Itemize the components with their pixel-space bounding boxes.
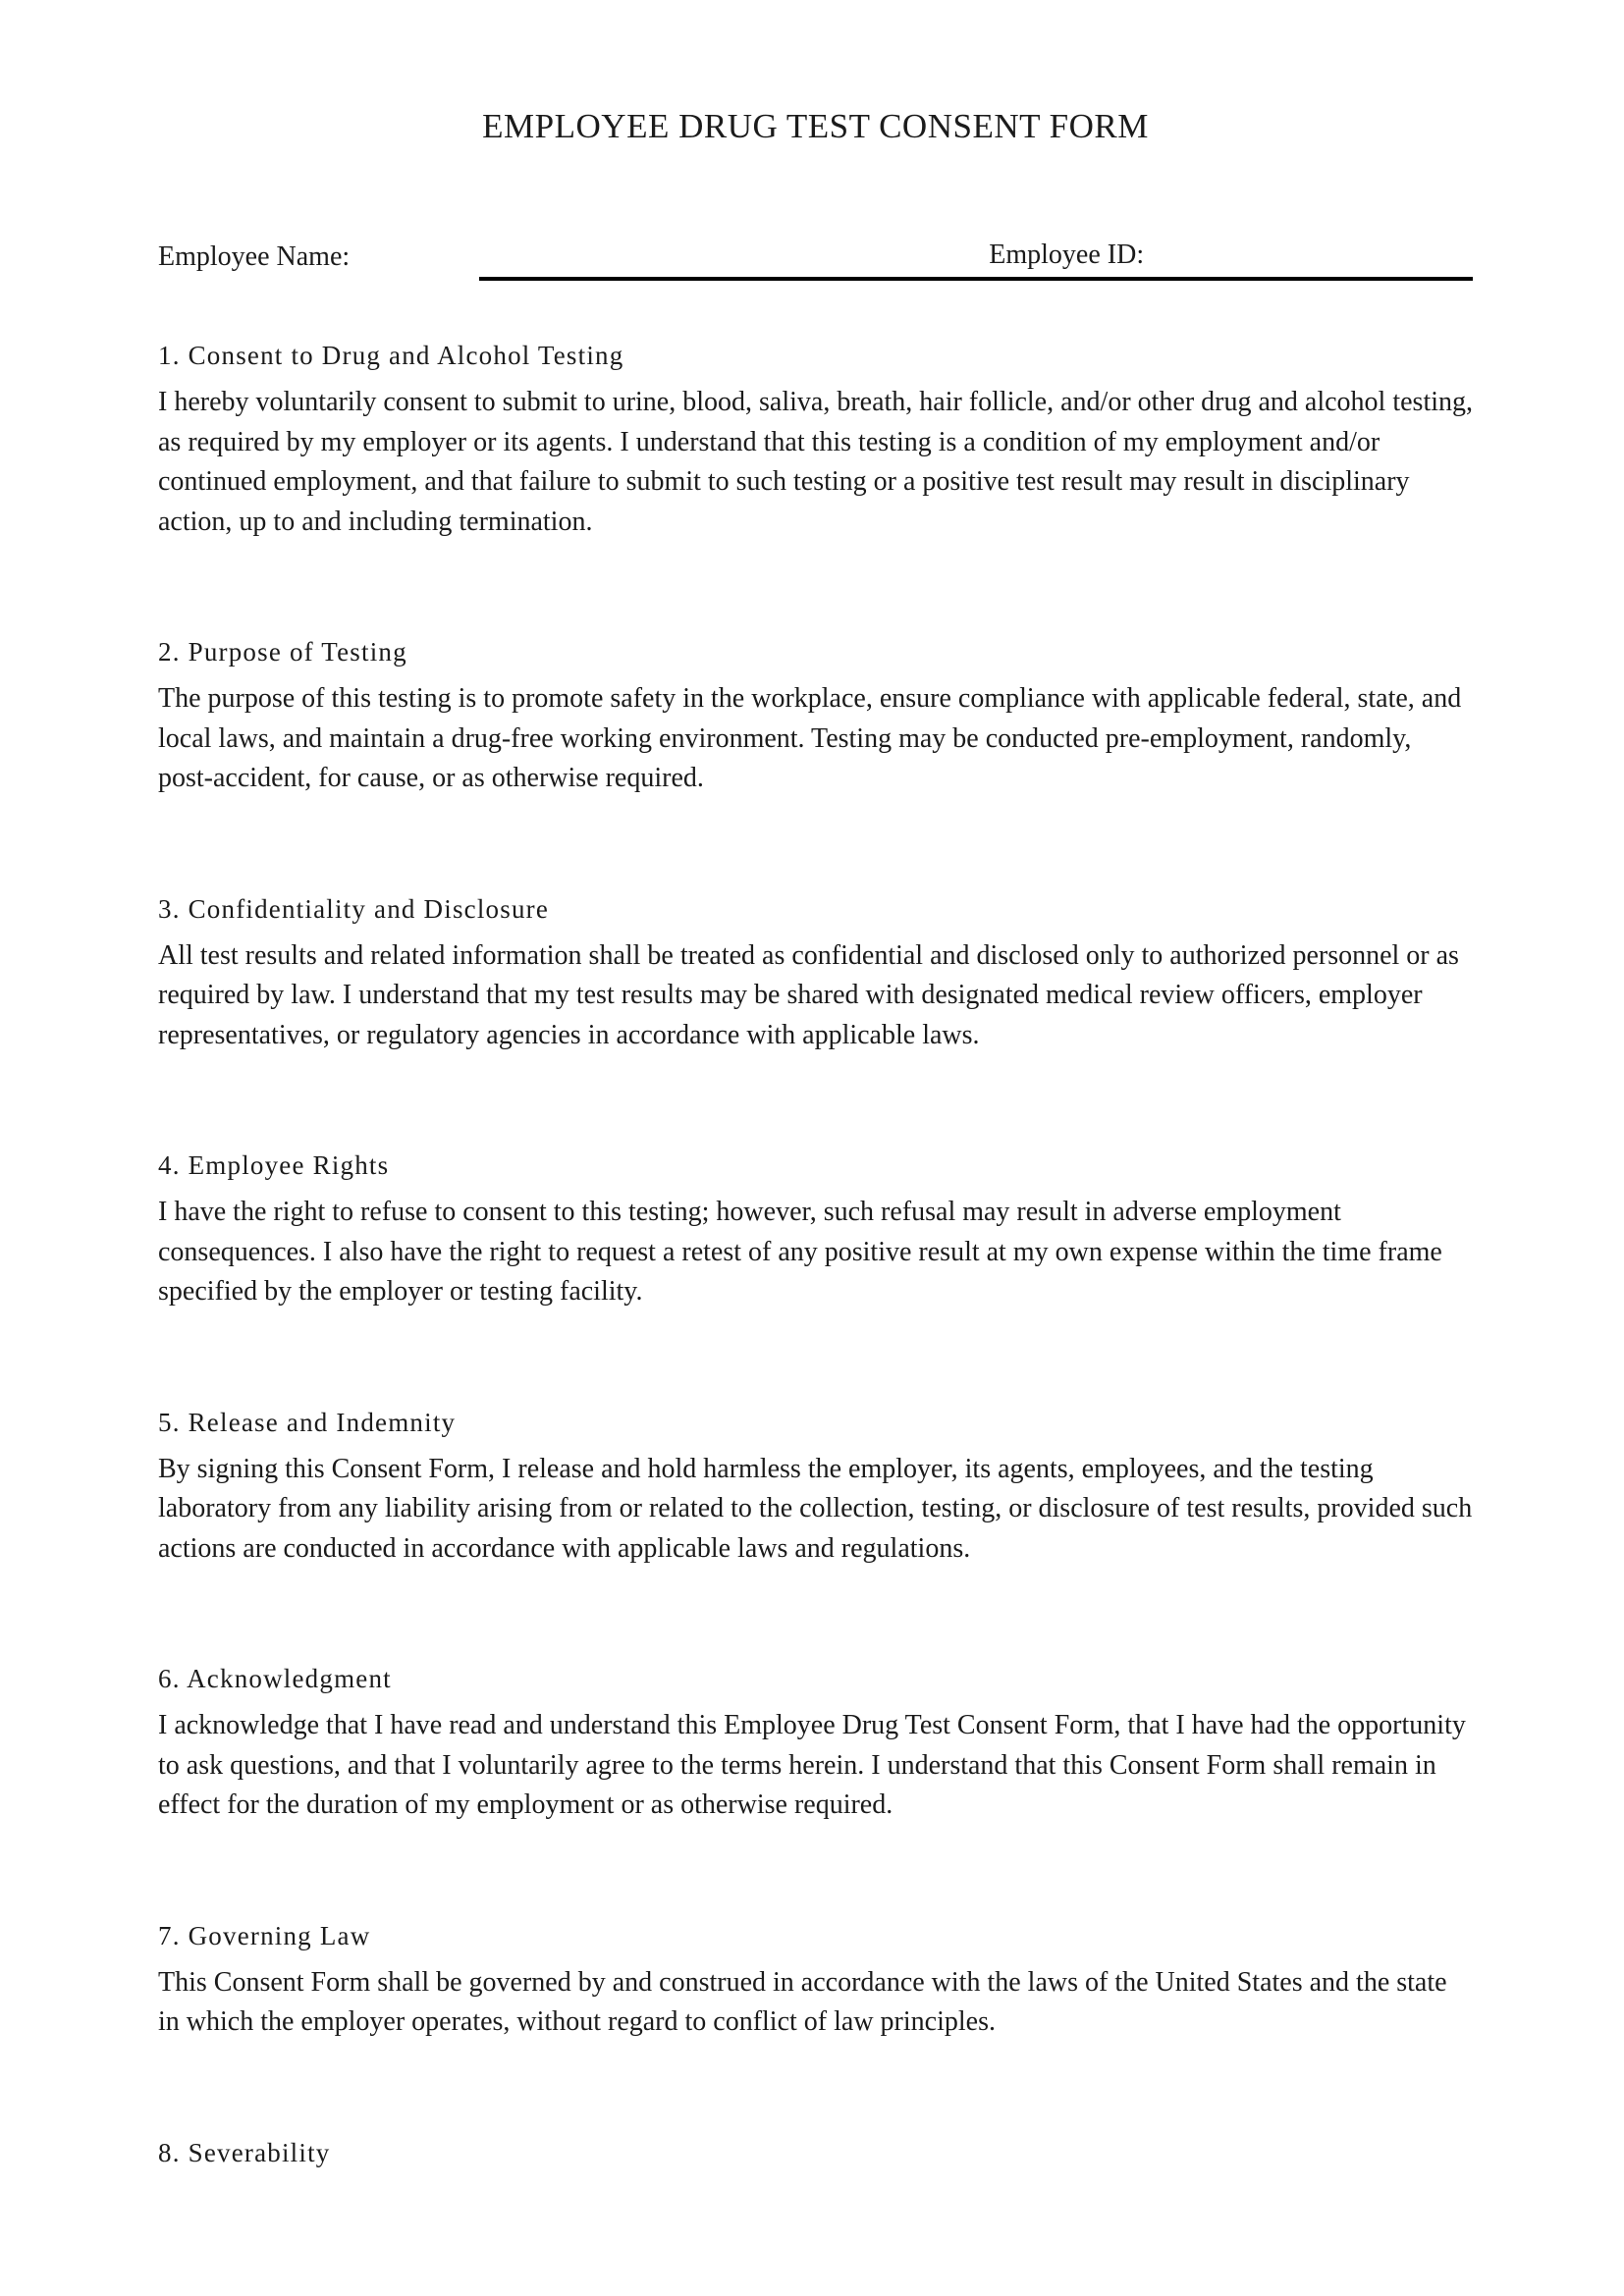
- page-title: EMPLOYEE DRUG TEST CONSENT FORM: [482, 107, 1149, 145]
- section-employee-rights: [158, 1146, 1473, 1312]
- section-release-indemnity: [158, 1403, 1473, 1570]
- section-body: This Consent Form shall be governed by and construed in accordance with the laws of the United States and the state in which the employer operates, without regard to conflict of law principles.: [158, 1966, 1447, 2038]
- section-consent: [158, 336, 1473, 542]
- section-governing-law: [158, 1916, 1473, 2043]
- section-heading: 3. Confidentiality and Disclosure: [158, 893, 550, 924]
- section-heading: 7. Governing Law: [158, 1920, 371, 1950]
- employee-name-field[interactable]: [479, 276, 989, 277]
- section-heading: 8. Severability: [158, 2137, 331, 2167]
- section-body: I hereby voluntarily consent to submit to urine, blood, saliva, breath, hair follicle, and/or other drug and alcohol testing, as required by my employer or its agents. I understand that this testing is a condition of my employment and/or continued employment, and that failure to submit to such testing or a positive test result may result in disciplinary action, up to and including termination.: [158, 387, 1473, 537]
- employee-info-row: [158, 238, 1473, 281]
- section-heading: 6. Acknowledgment: [158, 1664, 392, 1694]
- section-purpose: [158, 632, 1473, 799]
- section-confidentiality: [158, 889, 1473, 1056]
- section-body: By signing this Consent Form, I release and hold harmless the employer, its agents, employees, and the testing laboratory from any liability arising from or related to the collection, testing, or disclosure of test results, provided such actions are conducted in accordance with applicable laws and regulations.: [158, 1453, 1473, 1564]
- employee-id-field[interactable]: [1144, 276, 1473, 277]
- section-acknowledgment: [158, 1659, 1473, 1826]
- section-body: I acknowledge that I have read and understand this Employee Drug Test Consent Form, that I have had the opportunity to ask questions, and that I voluntarily agree to the terms herein. I understand that this Consent Form shall remain in effect for the duration of my employment or as otherwise required.: [158, 1710, 1466, 1821]
- fill-in-line: [479, 238, 1473, 281]
- section-severability: [158, 2133, 1473, 2172]
- section-heading: 2. Purpose of Testing: [158, 637, 407, 667]
- section-body: I have the right to refuse to consent to this testing; however, such refusal may result in adverse employment consequences. I also have the right to request a retest of any positive result at my own expense within the time frame specified by the employer or testing facility.: [158, 1197, 1442, 1308]
- employee-name-label: Employee Name:: [158, 241, 351, 272]
- section-heading: 4. Employee Rights: [158, 1150, 390, 1181]
- section-heading: 5. Release and Indemnity: [158, 1407, 457, 1437]
- section-body: The purpose of this testing is to promote safety in the workplace, ensure compliance with applicable federal, state, and local laws, and maintain a drug-free working environment. Testing may be conducted pre-employment, randomly, post-accident, for cause, or as otherwise required.: [158, 683, 1462, 794]
- section-body: All test results and related information shall be treated as confidential and disclosed only to authorized personnel or as required by law. I understand that my test results may be shared with designated medical review officers, employer representatives, or regulatory agencies in accordance with applicable laws.: [158, 939, 1459, 1050]
- form-sections: [158, 336, 1473, 2172]
- employee-id-label: Employee ID:: [989, 240, 1145, 270]
- section-heading: 1. Consent to Drug and Alcohol Testing: [158, 341, 624, 371]
